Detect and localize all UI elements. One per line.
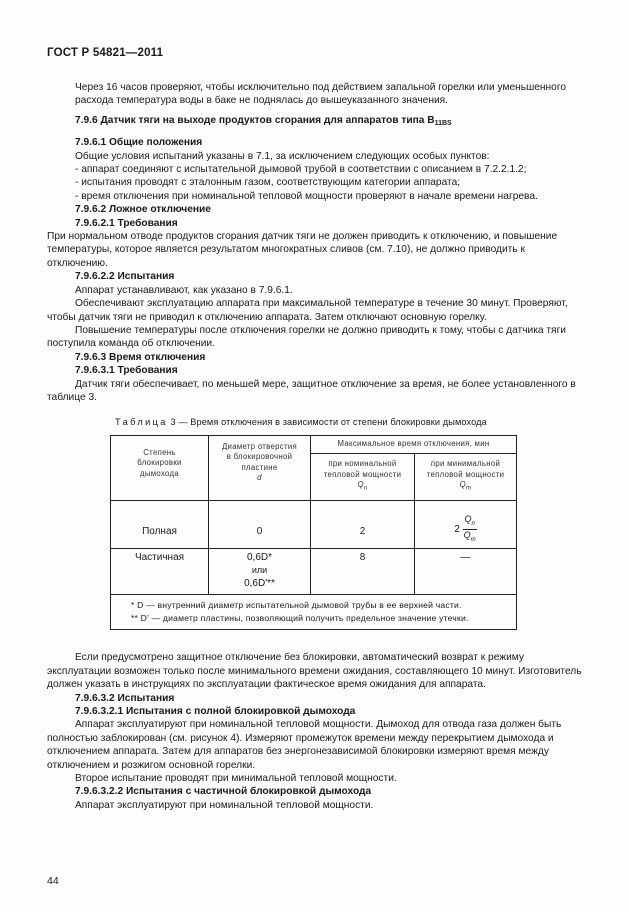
section-7-9-6-2-1-title: 7.9.6.2.1 Требования: [75, 217, 178, 229]
row2-minimum: —: [460, 552, 471, 564]
section-7-9-6-3-2-title: 7.9.6.3.2 Испытания: [75, 692, 175, 704]
table-3-caption: Таблица 3 — Время отключения в зависимости от степени блокировки дымохода: [115, 417, 487, 428]
table-note-1: * D — внутренний диаметр испытательной дымовой трубы в ее верхней части.: [131, 600, 462, 611]
fraction-qn-qm: $\frac{Q_n}{Q_m}$: [463, 514, 476, 543]
section-7-9-6-2-1-p1: При нормальном отводе продуктов сгорания датчик тяги не должен приводить к отключению, и повышение температуры, которое является результатом многократных сливов (см. 7.10), не должно приводить к отключению.: [47, 231, 558, 269]
row1-diameter: 0: [256, 526, 263, 538]
section-7-9-6-2-title: 7.9.6.2 Ложное отключение: [75, 204, 211, 216]
header-max-time: Максимальное время отключения, мин: [337, 438, 490, 448]
header-diameter: Диаметр отверстия в блокировочной пластине d: [221, 441, 298, 483]
section-7-9-6-2-2-title: 7.9.6.2.2 Испытания: [75, 271, 175, 283]
section-7-9-6-title: 7.9.6 Датчик тяги на выходе продуктов сгорания для аппаратов типа $B_{11BS}$: [75, 114, 452, 127]
document-body: [47, 81, 582, 812]
row1-degree: Полная: [142, 526, 177, 538]
table-note-2: ** D' — диаметр пластины, позволяющий получить предельное значение утечки.: [131, 613, 469, 624]
row2-diameter: 0,6D* или 0,6D'**: [244, 552, 275, 590]
row1-minimum: 2 $\frac{Q_n}{Q_m}$: [454, 514, 476, 543]
section-7-9-6-1-p1: Общие условия испытаний указаны в 7.1, за исключением следующих особых пунктов:: [75, 150, 490, 162]
section-7-9-6-1-p4: - время отключения при номинальной тепловой мощности проверяют в начале времени нагрева.: [75, 190, 538, 202]
section-7-9-6-3-1-title: 7.9.6.3.1 Требования: [75, 365, 178, 377]
section-7-9-6-3-2-1-p2: Второе испытание проводят при минимальной тепловой мощности.: [75, 772, 397, 784]
table-3: [110, 435, 517, 631]
section-7-9-6-3-2-1-p1: Аппарат эксплуатируют при номинальной тепловой мощности. Дымоход для отвода газа должен быть полностью заблокирован (см. рисунок 4). Измеряют промежуток времени между перекрытием дымохода и отключением аппарата. Затем для аппаратов без энергонезависимой блокировки измеряют время между отключением и розжигом основной горелки.: [47, 719, 562, 771]
header-nominal: при номинальной тепловой мощности $Q_n$: [323, 459, 402, 492]
row2-nominal: 8: [359, 552, 366, 564]
section-7-9-6-1-p3: - испытания проводят с эталонным газом, соответствующим категории аппарата;: [75, 177, 461, 189]
intro-paragraph: Через 16 часов проверяют, чтобы исключительно под действием запальной горелки или уменьшенного расхода температура воды в баке не поднялась до вышеуказанного значения.: [75, 82, 566, 107]
header-degree: Степень блокировки дымохода: [137, 447, 182, 478]
table-row: [111, 501, 517, 549]
page-header: ГОСТ Р 54821—2011: [47, 47, 164, 59]
section-7-9-6-2-2-p3: Повышение температуры после отключения горелки не должно приводить к тому, чтобы с датчика тяги поступила команда об отключении.: [47, 324, 566, 350]
section-7-9-6-3-2-2-title: 7.9.6.3.2.2 Испытания с частичной блокировкой дымохода: [75, 786, 372, 798]
section-7-9-6-3-2-1-title: 7.9.6.3.2.1 Испытания с полной блокировкой дымохода: [75, 705, 356, 717]
section-7-9-6-3-2-2-p1: Аппарат эксплуатируют при номинальной тепловой мощности.: [75, 799, 374, 811]
section-7-9-6-2-2-p2: Обеспечивают эксплуатацию аппарата при максимальной температуре в течение 30 минут. Проверяют, чтобы датчик тяги не приводил к отключению аппарата. Затем отключают основную горелку.: [47, 298, 568, 323]
after-table-paragraph: Если предусмотрено защитное отключение без блокировки, автоматический возврат к режиму эксплуатации возможен только после минимального времени ожидания, составляющего 10 минут. Изготовитель должен указать в инструкциях по эксплуатации фактическое время ожидания для аппарата.: [47, 652, 582, 691]
section-7-9-6-3-title: 7.9.6.3 Время отключения: [75, 351, 206, 363]
table-notes: [111, 595, 516, 629]
header-minimum: при минимальной тепловой мощности $Q_m$: [426, 459, 505, 492]
section-7-9-6-3-1-p1: Датчик тяги обеспечивает, по меньшей мере, защитное отключение за время, не более установленного в таблице 3.: [47, 378, 576, 403]
row2-degree: Частичная: [134, 552, 185, 564]
page-number: 44: [47, 875, 59, 887]
section-7-9-6-1-p2: - аппарат соединяют с испытательной дымовой трубой в соответствии с описанием в 7.2.2.1.2;: [75, 164, 527, 176]
row1-nominal: 2: [359, 526, 366, 538]
section-7-9-6-subscript: 11BS: [434, 119, 452, 127]
section-7-9-6-1-title: 7.9.6.1 Общие положения: [75, 137, 203, 149]
section-7-9-6-2-2-p1: Аппарат устанавливают, как указано в 7.9.6.1.: [75, 284, 293, 296]
table-row: [111, 549, 517, 595]
